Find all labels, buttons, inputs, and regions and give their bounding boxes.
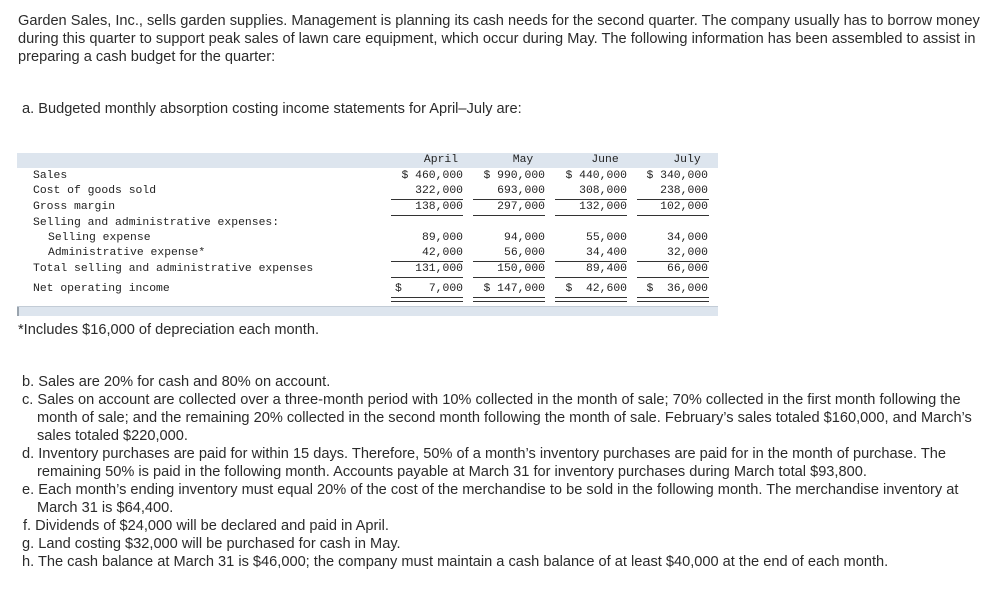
- admin-april: 42,000: [421, 247, 463, 259]
- underline-cogs-april: [391, 199, 463, 200]
- double-underline-april: [391, 297, 463, 302]
- net-income-may: $ 147,000: [483, 283, 545, 295]
- item-h: h. The cash balance at March 31 is $46,000; the company must maintain a cash balance of at least $40,000 at the end of each month.: [22, 554, 889, 570]
- underline-admin-may: [473, 261, 545, 262]
- double-underline-may: [473, 297, 545, 302]
- sales-july: $ 340,000: [646, 170, 708, 182]
- underline-cogs-may: [473, 199, 545, 200]
- cogs-july: 238,000: [660, 185, 708, 197]
- table-footer-band: [17, 306, 718, 316]
- underline-admin-june: [555, 261, 627, 262]
- header-june: June: [591, 154, 619, 166]
- underline-cogs-june: [555, 199, 627, 200]
- header-april: April: [423, 154, 459, 166]
- row-label-gross-margin: Gross margin: [33, 201, 116, 213]
- underline-total-may: [473, 277, 545, 278]
- double-underline-july: [637, 297, 709, 302]
- net-income-july: $ 36,000: [646, 283, 708, 295]
- underline-admin-april: [391, 261, 463, 262]
- admin-june: 34,400: [585, 247, 627, 259]
- assumption-list: [22, 373, 982, 571]
- row-label-sales: Sales: [33, 170, 68, 182]
- underline-gm-may: [473, 215, 545, 216]
- total-sga-may: 150,000: [497, 263, 545, 275]
- item-e: e. Each month’s ending inventory must equal 20% of the cost of the merchandise to be sold in the following month. The merchandise inventory at March 31 is $64,400.: [22, 482, 959, 516]
- footnote: *Includes $16,000 of depreciation each month.: [18, 322, 320, 338]
- gross-margin-april: 138,000: [415, 201, 463, 213]
- underline-total-april: [391, 277, 463, 278]
- income-statement-table: [17, 153, 718, 315]
- sales-june: $ 440,000: [565, 170, 627, 182]
- underline-gm-june: [555, 215, 627, 216]
- row-label-sga-header: Selling and administrative expenses:: [33, 217, 280, 229]
- selling-june: 55,000: [585, 232, 627, 244]
- header-may: May: [512, 154, 534, 166]
- section-a-heading: a. Budgeted monthly absorption costing income statements for April–July are:: [22, 101, 522, 117]
- cogs-june: 308,000: [579, 185, 627, 197]
- underline-admin-july: [637, 261, 709, 262]
- gross-margin-june: 132,000: [579, 201, 627, 213]
- total-sga-april: 131,000: [415, 263, 463, 275]
- total-sga-june: 89,400: [585, 263, 627, 275]
- selling-may: 94,000: [503, 232, 545, 244]
- double-underline-june: [555, 297, 627, 302]
- row-label-net-income: Net operating income: [33, 283, 170, 295]
- selling-april: 89,000: [421, 232, 463, 244]
- net-income-april: 7,000: [428, 283, 463, 295]
- row-label-admin: Administrative expense*: [48, 247, 206, 259]
- item-g: g. Land costing $32,000 will be purchased for cash in May.: [22, 536, 401, 552]
- intro-paragraph: Garden Sales, Inc., sells garden supplies. Management is planning its cash needs for the second quarter. The company usually has to borrow money during this quarter to support peak sales of lawn care equipment, which occur during May. The following information has been assembled to assist in preparing a cash budget for the quarter:: [18, 13, 980, 65]
- underline-gm-july: [637, 215, 709, 216]
- admin-july: 32,000: [666, 247, 708, 259]
- item-b: b. Sales are 20% for cash and 80% on account.: [22, 374, 331, 390]
- sales-april: $ 460,000: [401, 170, 463, 182]
- item-d: d. Inventory purchases are paid for within 15 days. Therefore, 50% of a month’s inventory purchases are paid for in the month of purchase. The remaining 50% is paid in the following month. Accounts payable at March 31 for inventory purchases during March total $93,800.: [22, 446, 946, 480]
- item-f: f. Dividends of $24,000 will be declared and paid in April.: [23, 518, 389, 534]
- net-income-april-dollar: $: [395, 283, 402, 295]
- gross-margin-july: 102,000: [660, 201, 708, 213]
- selling-july: 34,000: [666, 232, 708, 244]
- total-sga-july: 66,000: [666, 263, 708, 275]
- cogs-april: 322,000: [415, 185, 463, 197]
- underline-total-june: [555, 277, 627, 278]
- row-label-total-sga: Total selling and administrative expenses: [33, 263, 314, 275]
- net-income-june: $ 42,600: [565, 283, 627, 295]
- item-c: c. Sales on account are collected over a three-month period with 10% collected in the month of sale; 70% collected in the first month following the month of sale; and the remaining 20% collected in the second month following the month of sale. February’s sales totaled $160,000, and March’s sales totaled $220,000.: [22, 392, 972, 444]
- gross-margin-may: 297,000: [497, 201, 545, 213]
- underline-total-july: [637, 277, 709, 278]
- header-july: July: [673, 154, 701, 166]
- admin-may: 56,000: [503, 247, 545, 259]
- sales-may: $ 990,000: [483, 170, 545, 182]
- underline-gm-april: [391, 215, 463, 216]
- cogs-may: 693,000: [497, 185, 545, 197]
- underline-cogs-july: [637, 199, 709, 200]
- row-label-cogs: Cost of goods sold: [33, 185, 157, 197]
- row-label-selling: Selling expense: [48, 232, 151, 244]
